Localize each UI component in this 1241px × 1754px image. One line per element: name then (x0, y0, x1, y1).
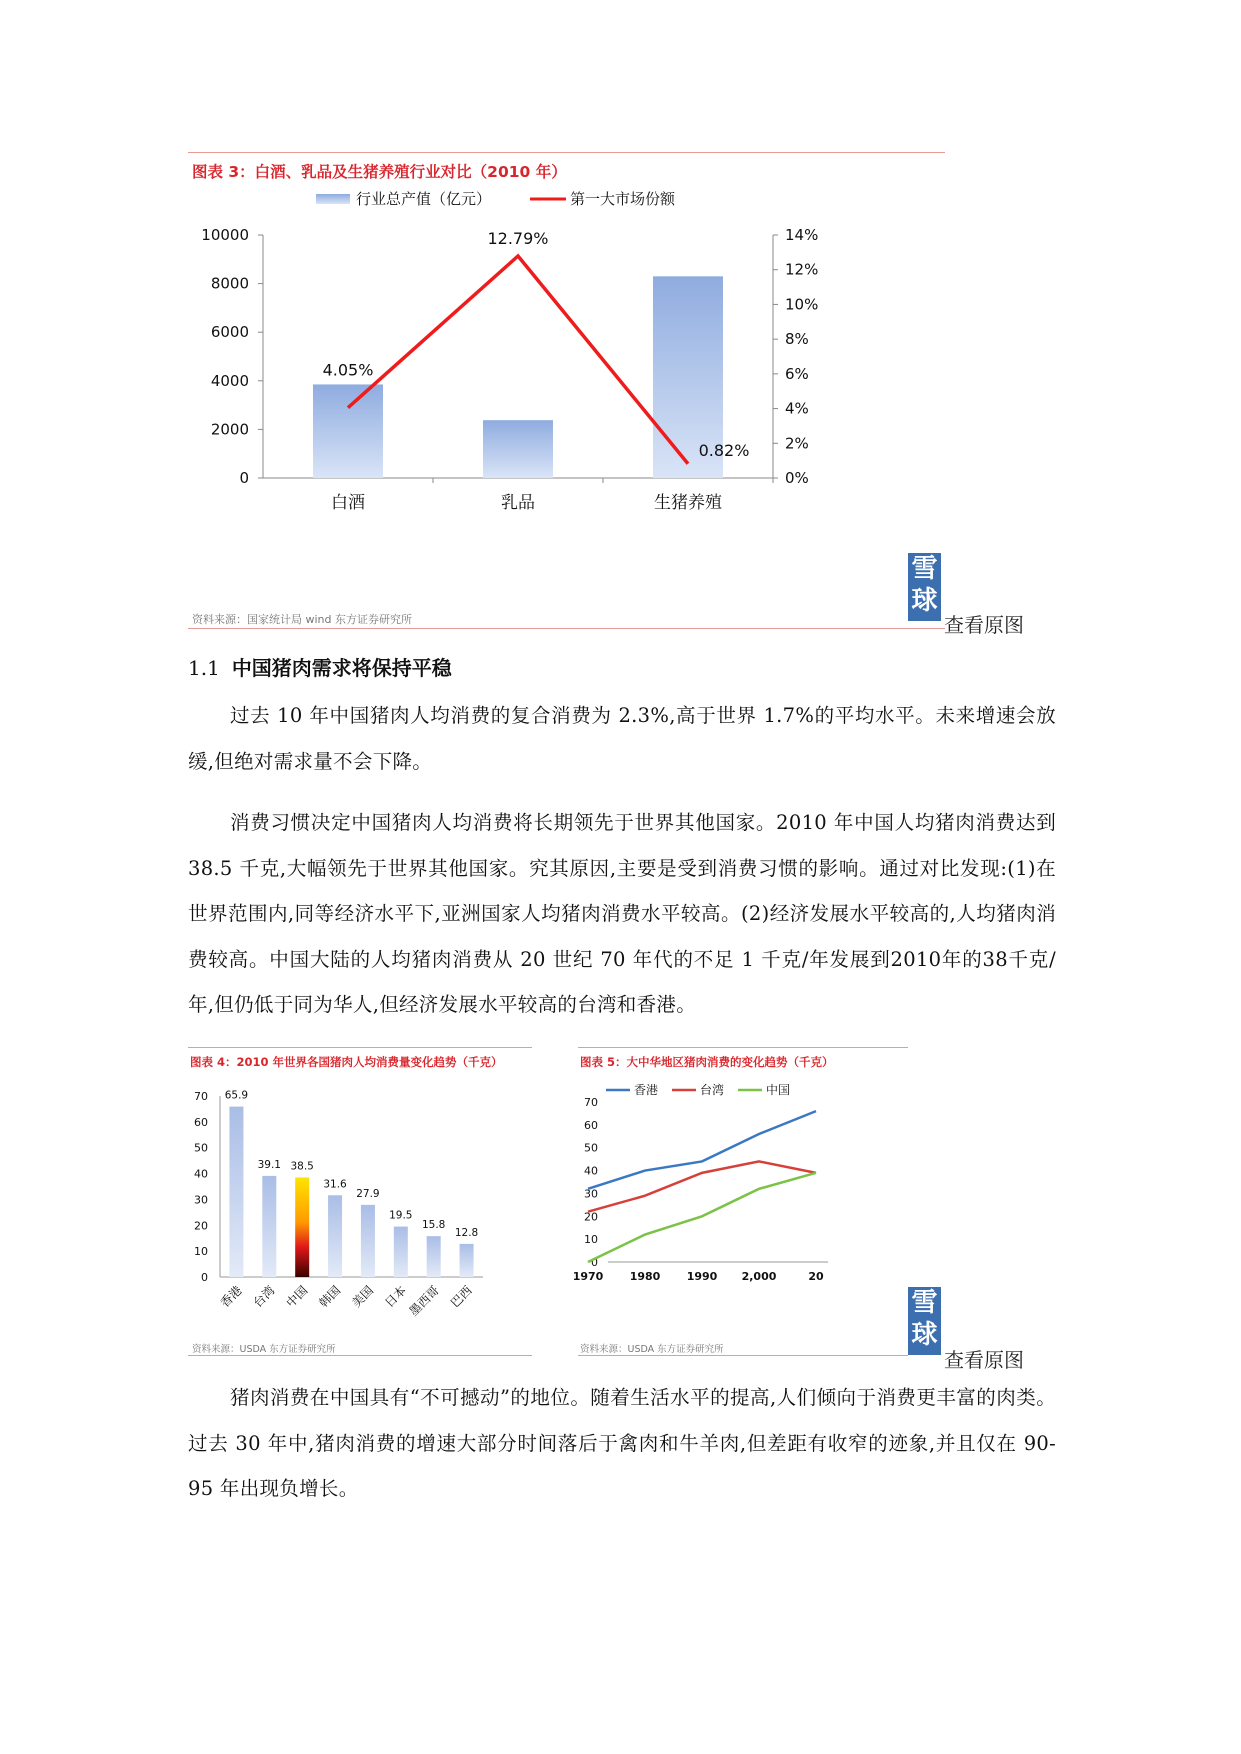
right-tick-label: 12% (785, 260, 819, 279)
series-line (588, 1173, 816, 1262)
legend-label: 台湾 (700, 1083, 725, 1097)
paragraph-1: 过去 10 年中国猪肉人均消费的复合消费为 2.3%,高于世界 1.7%的平均水平。未来增速会放缓,但绝对需求量不会下降。 (188, 704, 1056, 773)
section-number: 1.1 (188, 656, 220, 680)
chart5-top-rule (578, 1047, 908, 1048)
right-tick-label: 8% (785, 330, 809, 349)
chart4-title: 图表 4：2010 年世界各国猪肉人均消费量变化趋势（千克） (190, 1055, 503, 1069)
x-tick-label: 1990 (686, 1270, 718, 1283)
legend-label: 香港 (634, 1083, 659, 1097)
x-tick-label: 乳品 (501, 493, 535, 513)
y-tick-label: 0 (591, 1256, 598, 1269)
data-label-market-share: 12.79% (487, 229, 549, 249)
legend-label-bar: 行业总产值（亿元） (356, 190, 492, 208)
y-tick-label: 0 (201, 1271, 208, 1284)
data-label: 38.5 (290, 1160, 314, 1173)
x-tick-label: 20 (808, 1270, 824, 1283)
data-label: 65.9 (224, 1089, 249, 1102)
x-tick-label: 1970 (572, 1270, 604, 1283)
y-tick-label: 30 (194, 1193, 208, 1207)
y-tick-label: 60 (194, 1115, 208, 1129)
xueqiu-watermark-logo-2 (908, 1287, 941, 1355)
y-tick-label: 50 (584, 1141, 598, 1155)
chart3-bottom-rule (188, 628, 945, 629)
watermark-char-2: 球 (911, 586, 938, 616)
data-label: 31.6 (323, 1178, 347, 1191)
x-tick-label: 墨西哥 (406, 1283, 442, 1319)
y-tick-label: 50 (194, 1141, 208, 1155)
bar-consumption (229, 1107, 243, 1277)
chart5-svg (572, 1070, 918, 1340)
bar-consumption (460, 1244, 474, 1277)
paragraph-2: 消费习惯决定中国猪肉人均消费将长期领先于世界其他国家。2010 年中国人均猪肉消费达到 38.5 千克,大幅领先于世界其他国家。究其原因,主要是受到消费习惯的影响。通过对比发现:(1)在世界范围内,同等经济水平下,亚洲国家人均猪肉消费水平较高。(2)经济发展水平较高的,人均猪肉消费较高。中国大陆的人均猪肉消费从 20 世纪 70 年代的不足 1 千克/年发展到2010年的38千克/年,但仍低于同为华人,但经济发展水平较高的台湾和香港。 (188, 811, 1056, 1016)
chart4-bottom-rule (188, 1355, 532, 1356)
chart3-legend (316, 190, 676, 208)
section-heading (188, 652, 452, 681)
y-tick-label: 10 (584, 1233, 598, 1247)
y-tick-label: 70 (584, 1096, 598, 1109)
x-tick-label: 韩国 (316, 1283, 344, 1311)
data-label: 27.9 (356, 1187, 380, 1200)
x-tick-label: 香港 (217, 1283, 245, 1311)
x-tick-label: 美国 (349, 1283, 377, 1311)
watermark-char-1: 雪 (911, 1288, 938, 1318)
xueqiu-watermark-logo (908, 553, 941, 621)
bar-consumption (361, 1205, 375, 1277)
bar-industry-output (483, 420, 553, 478)
right-tick-label: 4% (785, 399, 809, 418)
legend-swatch-bar (316, 194, 350, 204)
y-tick-label: 70 (194, 1090, 208, 1103)
watermark-char-2: 球 (911, 1320, 938, 1350)
bar-consumption (427, 1236, 441, 1277)
y-tick-label: 20 (584, 1210, 598, 1224)
section-title: 中国猪肉需求将保持平稳 (231, 656, 452, 680)
chart5-bottom-rule (578, 1355, 908, 1356)
bar-consumption (328, 1195, 342, 1277)
chart4-top-rule (188, 1047, 532, 1048)
left-tick-label: 4000 (210, 371, 249, 390)
left-tick-label: 0 (239, 469, 249, 487)
chart4-source: 资料来源：USDA 东方证券研究所 (192, 1344, 336, 1355)
x-tick-label: 中国 (283, 1283, 311, 1311)
y-tick-label: 40 (194, 1167, 208, 1181)
x-tick-label: 生猪养殖 (654, 493, 722, 513)
right-tick-label: 0% (785, 469, 809, 487)
y-tick-label: 40 (584, 1164, 598, 1178)
series-line (588, 1161, 816, 1211)
left-tick-label: 6000 (210, 323, 249, 342)
chart3-svg (188, 190, 948, 610)
bar-industry-output (313, 384, 383, 478)
right-tick-label: 10% (785, 295, 819, 314)
y-tick-label: 10 (194, 1245, 208, 1259)
y-tick-label: 60 (584, 1118, 598, 1132)
y-tick-label: 20 (194, 1219, 208, 1233)
series-line (588, 1111, 816, 1189)
x-tick-label: 日本 (382, 1283, 409, 1311)
x-tick-label: 台湾 (250, 1283, 278, 1311)
left-tick-label: 8000 (210, 274, 249, 293)
x-tick-label: 1980 (629, 1270, 661, 1283)
data-label: 39.1 (257, 1158, 282, 1171)
bar-consumption (394, 1227, 408, 1277)
chart4-svg (188, 1070, 538, 1340)
chart5-legend (606, 1082, 790, 1097)
bar-consumption (262, 1176, 276, 1277)
chart3-top-rule (188, 152, 945, 153)
bar-consumption (295, 1177, 309, 1277)
data-label-market-share: 0.82% (698, 440, 750, 460)
view-original-link-1[interactable]: 查看原图 (944, 613, 1024, 637)
paragraph-3: 猪肉消费在中国具有“不可撼动”的地位。随着生活水平的提高,人们倾向于消费更丰富的肉类。过去 30 年中,猪肉消费的增速大部分时间落后于禽肉和牛羊肉,但差距有收窄的迹象,并且仅在 90-95 年出现负增长。 (188, 1386, 1056, 1500)
right-tick-label: 6% (785, 364, 809, 383)
chart5-source: 资料来源：USDA 东方证券研究所 (580, 1344, 724, 1355)
watermark-char-1: 雪 (911, 554, 938, 584)
legend-label-line: 第一大市场份额 (570, 190, 676, 208)
left-tick-label: 10000 (201, 226, 249, 244)
legend-label: 中国 (766, 1083, 791, 1097)
right-tick-label: 14% (785, 226, 819, 244)
chart3-source: 资料来源：国家统计局 wind 东方证券研究所 (192, 613, 412, 626)
x-tick-label: 白酒 (331, 493, 365, 513)
chart3-title: 图表 3：白酒、乳品及生猪养殖行业对比（2010 年） (192, 163, 567, 181)
chart5-title: 图表 5：大中华地区猪肉消费的变化趋势（千克） (580, 1055, 834, 1069)
y-tick-label: 30 (584, 1187, 598, 1201)
data-label: 12.8 (454, 1226, 479, 1239)
data-label-market-share: 4.05% (322, 360, 374, 380)
data-label: 15.8 (421, 1219, 446, 1232)
view-original-link-2[interactable]: 查看原图 (944, 1348, 1024, 1372)
data-label: 19.5 (389, 1209, 413, 1222)
right-tick-label: 2% (785, 434, 809, 453)
x-tick-label: 2,000 (741, 1270, 777, 1283)
left-tick-label: 2000 (210, 420, 249, 439)
x-tick-label: 巴西 (447, 1283, 475, 1311)
